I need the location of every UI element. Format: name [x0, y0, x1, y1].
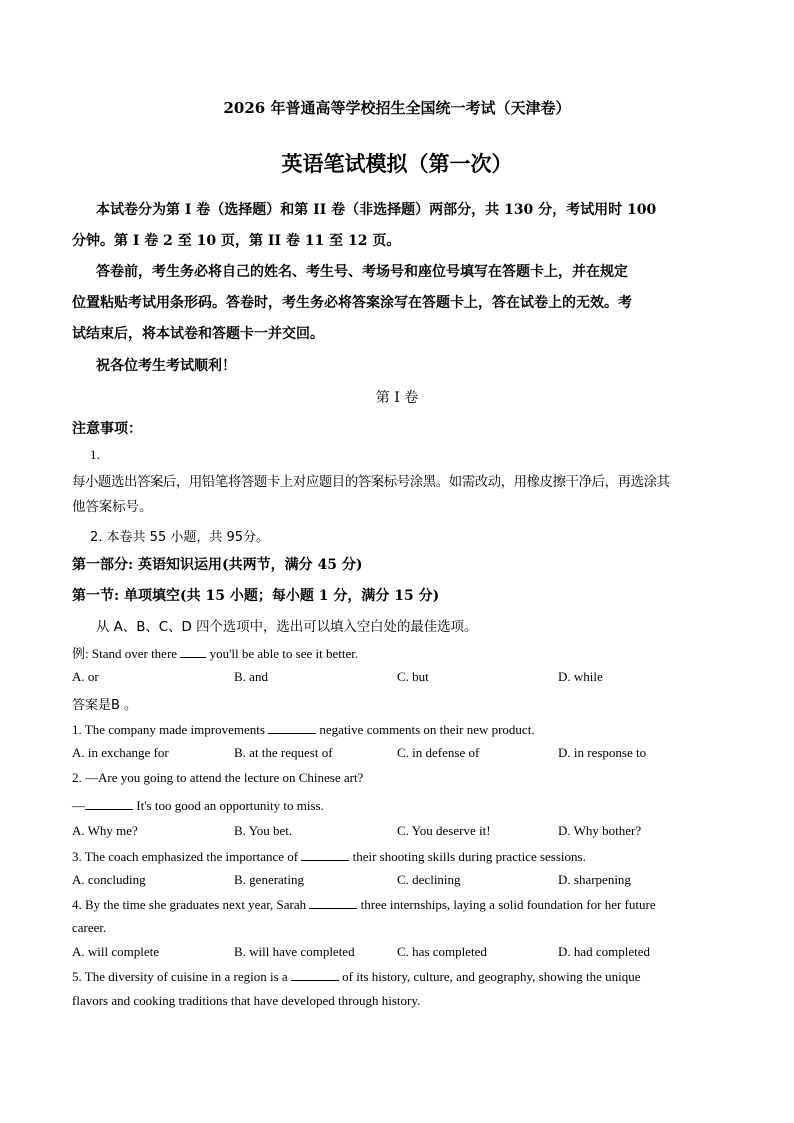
example-option-a: A. or [72, 669, 99, 684]
question-1-after: negative comments on their new product. [319, 722, 535, 737]
answer-blank [85, 797, 133, 810]
question-2-option-b: B. You bet. [234, 823, 293, 838]
question-3-before: 3. The coach emphasized the importance of [72, 849, 299, 864]
example-stem-after: you'll be able to see it better. [209, 646, 359, 661]
answer-blank [301, 848, 349, 861]
question-4-after: three internships, laying a solid foundation for her future [360, 897, 656, 912]
question-3-option-b: B. generating [234, 872, 305, 887]
intro-p2-line3: 试结束后，将本试卷和答题卡一并交回。 [72, 326, 324, 342]
example-option-d: D. while [558, 669, 603, 684]
part1-instruction: 从 A、B、C、D 四个选项中，选出可以填入空白处的最佳选项。 [96, 620, 478, 635]
question-3-stem [72, 848, 586, 865]
question-3-after: their shooting skills during practice sessions. [352, 849, 586, 864]
exam-title: 2026 年普通高等学校招生全国统一考试（天津卷） [223, 99, 571, 117]
question-5-line2: flavors and cooking traditions that have developed through history. [72, 993, 421, 1008]
question-2-option-a: A. Why me? [72, 823, 138, 838]
exam-subtitle: 英语笔试模拟（第一次） [281, 151, 513, 176]
intro-p1-line2: 分钟。第 I 卷 2 至 10 页，第 II 卷 11 至 12 页。 [72, 233, 401, 249]
question-2-option-c: C. You deserve it! [397, 823, 491, 838]
part1-subheading: 第一节: 单项填空(共 15 小题；每小题 1 分，满分 15 分) [72, 588, 440, 604]
question-4-option-b: B. will have completed [234, 944, 355, 959]
notes-item2: 2. 本卷共 55 小题，共 95分。 [90, 530, 270, 545]
question-1-option-b: B. at the request of [234, 745, 333, 760]
answer-blank [309, 896, 357, 909]
example-option-c: C. but [397, 669, 429, 684]
example-stem [72, 643, 358, 662]
intro-p2-line1: 答卷前，考生务必将自己的姓名、考生号、考场号和座位号填写在答题卡上，并在规定 [96, 264, 628, 280]
question-2-dash: — [72, 798, 85, 813]
question-4-option-a: A. will complete [72, 944, 160, 959]
notes-heading: 注意事项： [72, 421, 142, 437]
notes-item1-line1: 每小题选出答案后，用铅笔将答题卡上对应题目的答案标号涂黑。如需改动，用橡皮擦干净后，再选涂其 [72, 475, 670, 490]
intro-p2-line2: 位置粘贴考试用条形码。答卷时，考生务必将答案涂写在答题卡上，答在试卷上的无效。考 [72, 295, 632, 311]
question-4-option-c: C. has completed [397, 944, 487, 959]
intro-p1-line1: 本试卷分为第 I 卷（选择题）和第 II 卷（非选择题）两部分，共 130 分，考试用时 100 [96, 202, 657, 218]
section-title: 第 I 卷 [375, 390, 419, 406]
question-2-line2 [72, 797, 324, 814]
question-4-before: 4. By the time she graduates next year, Sarah [72, 897, 307, 912]
question-5-stem [72, 968, 641, 985]
question-3-option-d: D. sharpening [558, 872, 631, 887]
example-answer: 答案是B 。 [72, 698, 138, 713]
question-3-option-a: A. concluding [72, 872, 146, 887]
answer-blank [291, 968, 339, 981]
notes-item1-number: 1. [90, 447, 100, 462]
answer-blank [268, 721, 316, 734]
intro-wish: 祝各位考生考试顺利！ [96, 358, 236, 374]
example-option-b: B. and [234, 669, 268, 684]
question-3-option-c: C. declining [397, 872, 461, 887]
example-stem-before: 例: Stand over there [72, 646, 178, 661]
question-4-option-d: D. had completed [558, 944, 651, 959]
question-4-stem [72, 896, 656, 913]
question-1-option-c: C. in defense of [397, 745, 480, 760]
question-1-option-d: D. in response to [558, 745, 647, 760]
part1-heading: 第一部分: 英语知识运用(共两节，满分 45 分) [72, 557, 363, 573]
question-2-after: It's too good an opportunity to miss. [136, 798, 324, 813]
question-2-option-d: D. Why bother? [558, 823, 642, 838]
notes-item1-line2: 他答案标号。 [72, 500, 153, 515]
question-5-before: 5. The diversity of cuisine in a region is a [72, 969, 288, 984]
answer-blank [180, 645, 206, 658]
question-1-before: 1. The company made improvements [72, 722, 265, 737]
question-1-stem [72, 721, 535, 738]
question-1-option-a: A. in exchange for [72, 745, 169, 760]
question-4-line2: career. [72, 920, 107, 935]
question-5-after: of its history, culture, and geography, showing the unique [342, 969, 641, 984]
question-2-line1: 2. —Are you going to attend the lecture on Chinese art? [72, 770, 364, 785]
